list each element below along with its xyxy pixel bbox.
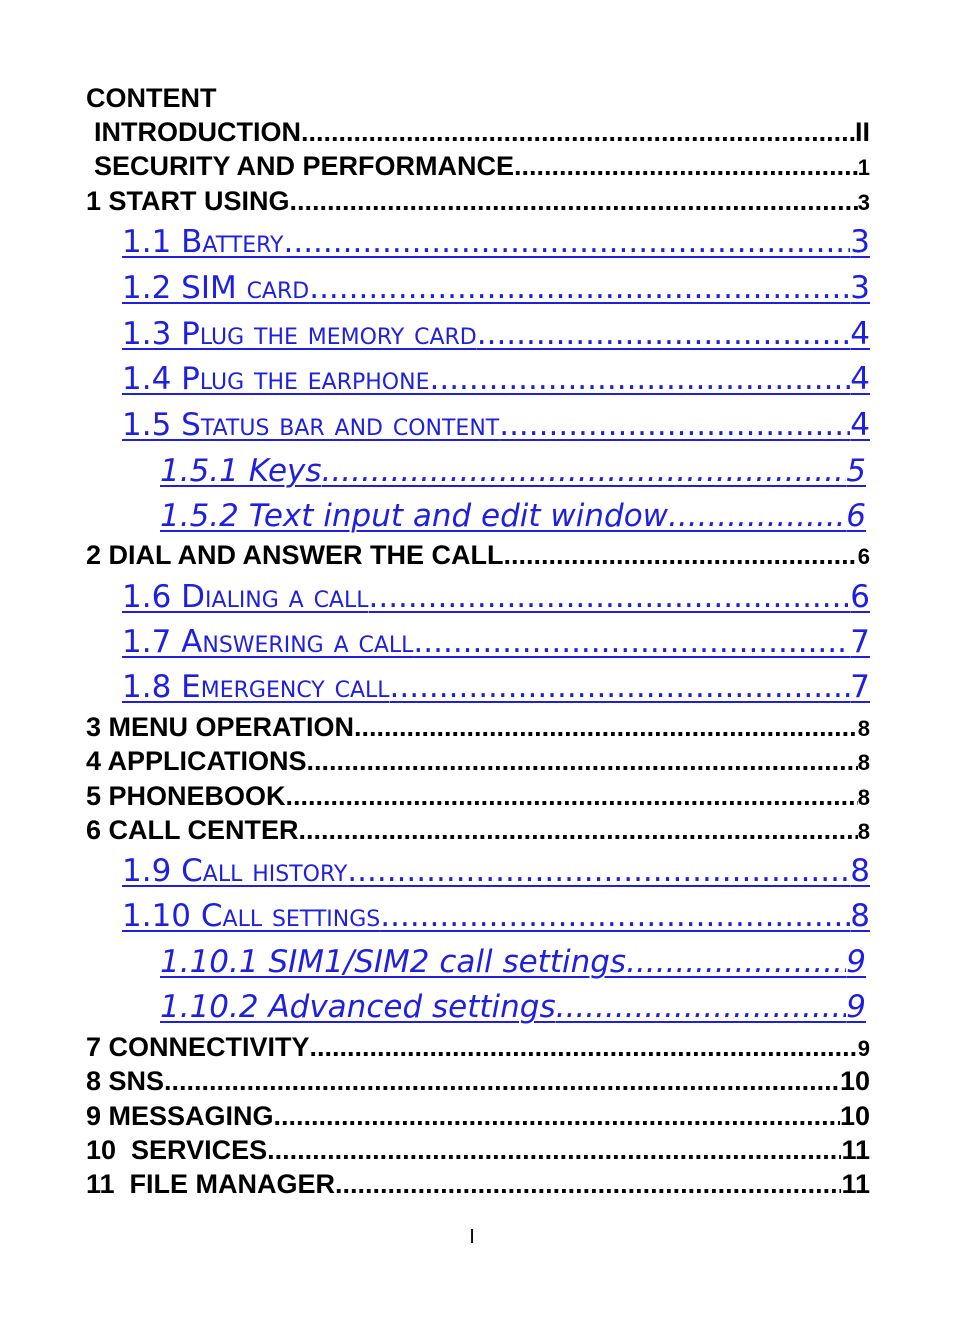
toc-leader	[286, 779, 858, 813]
toc-entry-page: 4	[850, 407, 870, 443]
toc-entry-title: 5 PHONEBOOK	[86, 781, 286, 811]
toc-entry-page: 3	[857, 190, 870, 215]
toc-link-earphone[interactable]	[122, 357, 870, 401]
toc-entry-page: II	[854, 117, 870, 147]
toc-entry-page: 9	[846, 944, 866, 980]
toc-leader	[309, 266, 850, 310]
toc-entry-title: 1.10.2 Advanced settings	[160, 989, 556, 1025]
toc-leader	[369, 575, 851, 619]
toc-entry-page: 8	[850, 898, 870, 934]
toc-leader	[307, 744, 858, 778]
toc-leader	[322, 449, 847, 493]
toc-leader	[290, 184, 858, 218]
toc-leader	[556, 985, 847, 1029]
toc-leader	[413, 620, 850, 664]
toc-link-memory-card[interactable]	[122, 312, 870, 356]
toc-leader	[347, 849, 850, 893]
toc-entry-title: 8 SNS	[86, 1066, 165, 1096]
toc-entry-page: 6	[857, 544, 870, 569]
toc-leader	[335, 1167, 841, 1201]
toc-leader	[514, 149, 858, 183]
toc-entry-page: 10	[839, 1066, 870, 1096]
toc-entry-page: 9	[846, 989, 866, 1025]
toc-entry-call-center[interactable]	[86, 813, 870, 847]
toc-entry-page: 8	[857, 716, 870, 741]
toc-entry-page: 1	[857, 155, 870, 180]
toc-link-advanced-settings[interactable]	[160, 985, 866, 1029]
toc-entry-title: 1.9 Call history	[122, 853, 348, 889]
toc-entry-title: 9 MESSAGING	[86, 1101, 274, 1131]
toc-leader	[668, 494, 846, 538]
toc-leader	[380, 894, 850, 938]
toc-leader	[429, 357, 850, 401]
toc-entry-title: 1.3 Plug the memory card	[122, 316, 477, 352]
toc-entry-page: 9	[857, 1036, 870, 1061]
toc-entry-title: 1.4 Plug the earphone	[122, 361, 430, 397]
toc-leader	[301, 115, 855, 149]
toc-leader	[354, 710, 858, 744]
toc-entry-page: 8	[857, 750, 870, 775]
toc-entry-services[interactable]	[86, 1133, 870, 1167]
toc-entry-title: 4 APPLICATIONS	[86, 746, 307, 776]
toc-leader	[390, 665, 851, 709]
toc-entry-sns[interactable]	[86, 1064, 870, 1098]
toc-entry-messaging[interactable]	[86, 1099, 870, 1133]
toc-entry-title: SECURITY AND PERFORMANCE	[94, 151, 515, 181]
toc-entry-page: 6	[850, 579, 870, 615]
toc-entry-page: 11	[841, 1169, 870, 1199]
toc-entry-start-using[interactable]	[86, 184, 870, 218]
toc-link-text-input[interactable]	[160, 494, 866, 538]
toc-entry-page: 3	[850, 224, 870, 260]
toc-entry-page: 5	[846, 453, 866, 489]
toc-link-sim-call-settings[interactable]	[160, 940, 866, 984]
toc-entry-page: 8	[850, 853, 870, 889]
toc-entry-title: 1.7 Answering a call	[122, 624, 414, 660]
toc-leader	[626, 940, 846, 984]
toc-entry-title: 1.1 Battery	[122, 224, 284, 260]
toc-entry-title: 10 SERVICES	[86, 1135, 268, 1165]
toc-leader	[310, 1030, 858, 1064]
toc-entry-applications[interactable]	[86, 744, 870, 778]
toc-entry-title: 1.5.1 Keys	[160, 453, 322, 489]
toc-entry-file-manager[interactable]	[86, 1167, 870, 1201]
toc-entry-security[interactable]	[94, 149, 870, 183]
toc-entry-title: 1.5.2 Text input and edit window	[160, 498, 669, 534]
toc-link-battery[interactable]	[122, 220, 870, 264]
toc-entry-page: 7	[850, 669, 870, 705]
page-number: I	[469, 1226, 475, 1248]
toc-entry-title: 1.10.1 SIM1/SIM2 call settings	[160, 944, 627, 980]
toc-leader	[164, 1064, 840, 1098]
toc-entry-title: 1.5 Status bar and content	[122, 407, 500, 443]
toc-link-emergency[interactable]	[122, 665, 870, 709]
toc-leader	[504, 538, 858, 572]
toc-entry-page: 11	[841, 1135, 870, 1165]
toc-entry-page: 8	[857, 785, 870, 810]
toc-entry-connectivity[interactable]	[86, 1030, 870, 1064]
toc-leader	[477, 312, 851, 356]
toc-leader	[274, 1099, 840, 1133]
toc-link-keys[interactable]	[160, 449, 866, 493]
toc-entry-title: 1 START USING	[86, 186, 290, 216]
toc-entry-page: 10	[839, 1101, 870, 1131]
toc-entry-title: 1.10 Call settings	[122, 898, 381, 934]
toc-entry-menu-operation[interactable]	[86, 710, 870, 744]
toc-entry-page: 4	[850, 316, 870, 352]
toc-entry-title: 6 CALL CENTER	[86, 815, 299, 845]
toc-link-dialing[interactable]	[122, 575, 870, 619]
toc-entry-page: 8	[857, 819, 870, 844]
toc-entry-title: 1.6 Dialing a call	[122, 579, 369, 615]
toc-leader	[499, 403, 850, 447]
toc-leader	[299, 813, 858, 847]
toc-entry-introduction[interactable]	[94, 115, 870, 149]
toc-entry-title: 1.2 SIM card	[122, 270, 310, 306]
toc-heading: CONTENT	[86, 83, 217, 113]
toc-entry-title: 7 CONNECTIVITY	[86, 1032, 310, 1062]
toc-entry-page: 4	[850, 361, 870, 397]
toc-link-call-history[interactable]	[122, 849, 870, 893]
toc-link-sim-card[interactable]	[122, 266, 870, 310]
toc-link-status-bar[interactable]	[122, 403, 870, 447]
toc-entry-title: 1.8 Emergency call	[122, 669, 390, 705]
toc-entry-page: 7	[850, 624, 870, 660]
toc-entry-dial-answer[interactable]	[86, 538, 870, 572]
toc-entry-page: 6	[846, 498, 866, 534]
toc-entry-title: 2 DIAL AND ANSWER THE CALL	[86, 540, 504, 570]
toc-link-answering[interactable]	[122, 620, 870, 664]
toc-entry-phonebook[interactable]	[86, 779, 870, 813]
toc-entry-page: 3	[850, 270, 870, 306]
toc-entry-title: INTRODUCTION	[94, 117, 301, 147]
toc-entry-title: 3 MENU OPERATION	[86, 712, 355, 742]
toc-link-call-settings[interactable]	[122, 894, 870, 938]
toc-leader	[267, 1133, 841, 1167]
toc-leader	[283, 220, 850, 264]
toc-entry-title: 11 FILE MANAGER	[86, 1169, 336, 1199]
